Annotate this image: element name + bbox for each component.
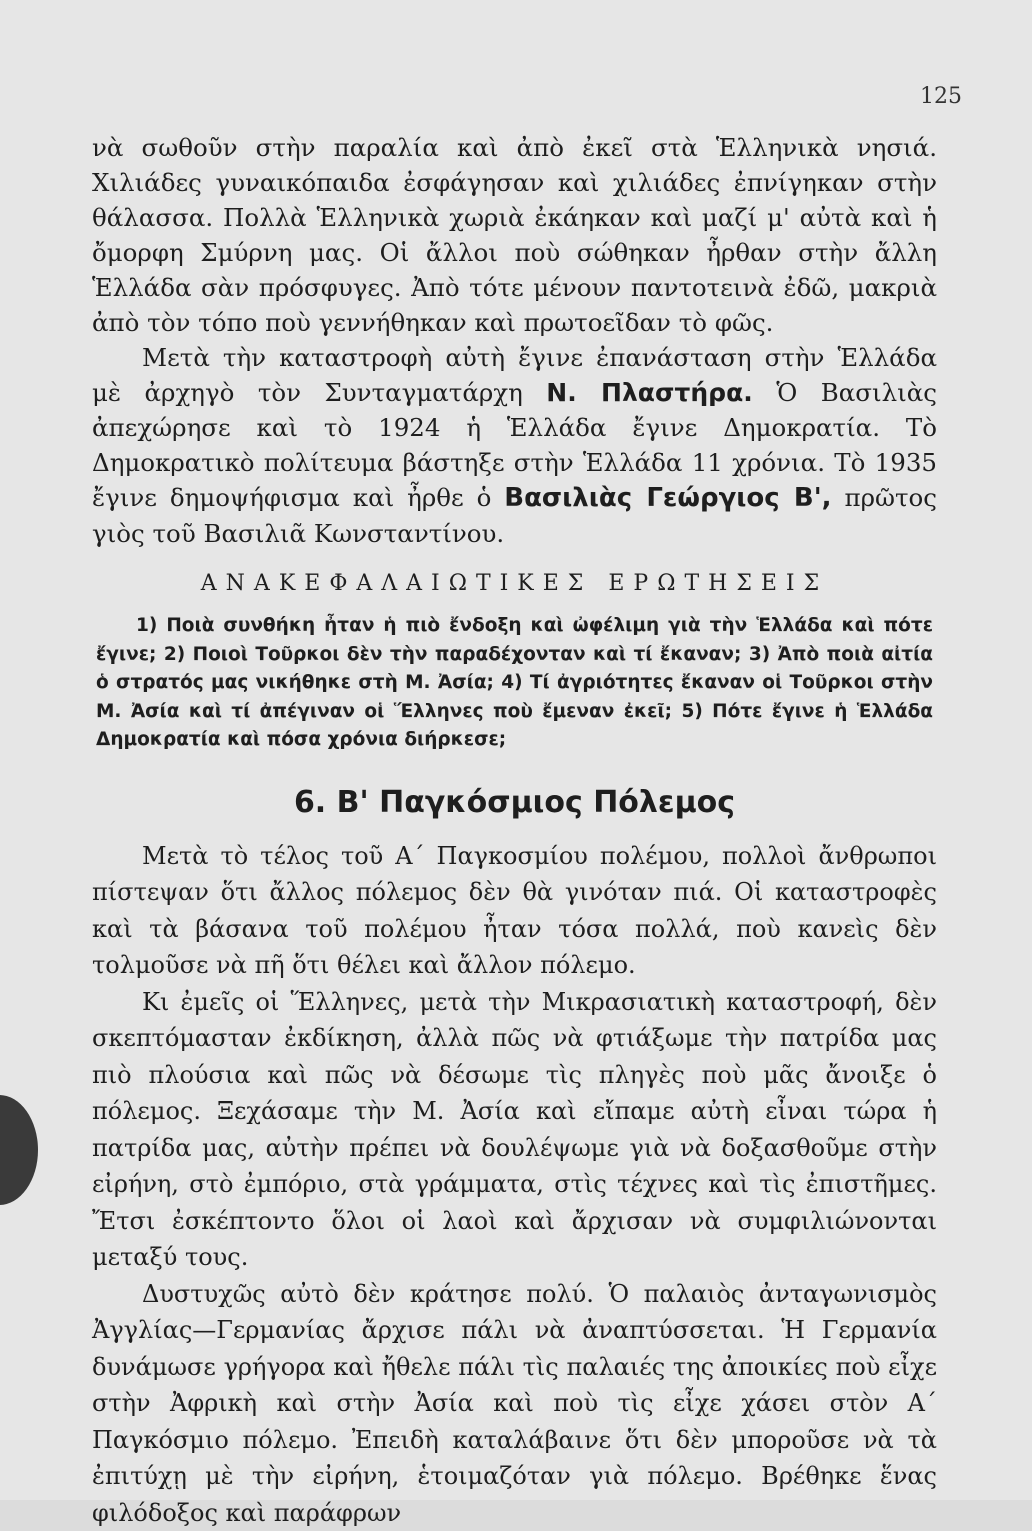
review-questions-text: 1) Ποιὰ συνθήκη ἦταν ἡ πιὸ ἔνδοξη καὶ ὠφέλιμη γιὰ τὴν Ἑλλάδα καὶ πότε ἔγινε; 2) Ποιοὶ Τοῦρκοι δὲν τὴν παραδέχονταν καὶ τί ἔκαναν; 3) Ἀπὸ ποιὰ αἰτία ὁ στρατός μας νικήθηκε στὴ Μ. Ἀσία; 4) Τί ἀγριότητες ἔκαναν οἱ Τοῦρκοι στὴν Μ. Ἀσία καὶ τί ἀπέγιναν οἱ Ἕλληνες ποὺ ἔμεναν ἐκεῖ; 5) Πότε ἔγινε ἡ Ἑλλάδα Δημοκρατία καὶ πόσα χρόνια διήρκεσε; [96, 615, 933, 750]
review-questions [92, 612, 937, 755]
section-paragraph-2: Κι ἐμεῖς οἱ Ἕλληνες, μετὰ τὴν Μικρασιατικὴ καταστροφή, δὲν σκεπτόμασταν ἐκδίκηση, ἀλλὰ πῶς νὰ φτιάξωμε τὴν πατρίδα μας πιὸ πλούσια καὶ πῶς νὰ δέσωμε τὶς πληγὲς ποὺ μᾶς ἄνοιξε ὁ πόλεμος. Ξεχάσαμε τὴν Μ. Ἀσία καὶ εἴπαμε αὐτὴ εἶναι τώρα ἡ πατρίδα μας, αὐτὴν πρέπει νὰ δουλέψωμε γιὰ νὰ δοξασθοῦμε στὴν εἰρήνη, στὸ ἐμπόριο, στὰ γράμματα, στὶς τέχνες καὶ τὶς ἐπιστῆμες. Ἔτσι ἐσκέπτοντο ὅλοι οἱ λαοὶ καὶ ἄρχισαν νὰ συμφιλιώνονται μεταξύ τους. [92, 984, 937, 1276]
section-paragraph-1: Μετὰ τὸ τέλος τοῦ Α΄ Παγκοσμίου πολέμου, πολλοὶ ἄνθρωποι πίστεψαν ὅτι ἄλλος πόλεμος δὲν θὰ γινόταν πιά. Οἱ καταστροφὲς καὶ τὰ βάσανα τοῦ πολέμου ἦταν τόσα πολλά, ποὺ κανεὶς δὲν τολμοῦσε νὰ πῆ ὅτι θέλει καὶ ἄλλον πόλεμο. [92, 838, 937, 984]
intro-paragraph-2 [92, 340, 937, 551]
section-paragraph-3: Δυστυχῶς αὐτὸ δὲν κράτησε πολύ. Ὁ παλαιὸς ἀνταγωνισμὸς Ἀγγλίας—Γερμανίας ἄρχισε πάλι νὰ ἀναπτύσσεται. Ἡ Γερμανία δυνάμωσε γρήγορα καὶ ἤθελε πάλι τὶς παλαιές της ἀποικίες ποὺ εἶχε στὴν Ἀφρικὴ καὶ στὴν Ἀσία καὶ ποὺ τὶς εἶχε χάσει στὸν Α΄ Παγκόσμιο πόλεμο. Ἐπειδὴ καταλάβαινε ὅτι δὲν μποροῦσε νὰ τὰ ἐπιτύχῃ μὲ τὴν εἰρήνη, ἑτοιμαζόταν γιὰ πόλεμο. Βρέθηκε ἕνας φιλόδοξος καὶ παράφρων [92, 1276, 937, 1531]
review-questions-heading: ΑΝΑΚΕΦΑΛΑΙΩΤΙΚΕΣ ΕΡΩΤΗΣΕΙΣ [92, 571, 937, 596]
section-title: 6. Β' Παγκόσμιος Πόλεμος [92, 785, 937, 820]
intro-text-c: πρῶτος γιὸς τοῦ Βασιλιᾶ Κωνσταντίνου. [92, 483, 937, 548]
page-edge-mark [0, 1095, 38, 1205]
intro-text-b: Ὁ Βασιλιὰς ἀπεχώρησε καὶ τὸ 1924 ἡ Ἑλλάδα ἔγινε Δημοκρατία. Τὸ Δημοκρατικὸ πολίτευμα βάστηξε στὴν Ἑλλάδα 11 χρόνια. Τὸ 1935 ἔγινε δημοψήφισμα καὶ ἦρθε ὁ [92, 378, 937, 512]
intro-paragraph-1: νὰ σωθοῦν στὴν παραλία καὶ ἀπὸ ἐκεῖ στὰ Ἑλληνικὰ νησιά. Χιλιάδες γυναικόπαιδα ἐσφάγησαν καὶ χιλιάδες ἐπνίγηκαν στὴν θάλασσα. Πολλὰ Ἑλληνικὰ χωριὰ ἐκάηκαν καὶ μαζί μ' αὐτὰ καὶ ἡ ὄμορφη Σμύρνη μας. Οἱ ἄλλοι ποὺ σώθηκαν ἦρθαν στὴν ἄλλη Ἑλλάδα σὰν πρόσφυγες. Ἀπὸ τότε μένουν παντοτεινὰ ἐδῶ, μακριὰ ἀπὸ τὸν τόπο ποὺ γεννήθηκαν καὶ πρωτοεῖδαν τὸ φῶς. [92, 130, 937, 340]
king-george-name: Βασιλιὰς Γεώργιος Β', [504, 483, 831, 513]
plastiras-name: Ν. Πλαστήρα. [546, 378, 753, 407]
section-body [92, 838, 937, 1531]
page-content [92, 130, 937, 1531]
intro-text-a: Μετὰ τὴν καταστροφὴ αὐτὴ ἔγινε ἐπανάσταση στὴν Ἑλλάδα μὲ ἀρχηγὸ τὸν Συνταγματάρχη [92, 343, 937, 407]
page-number: 125 [920, 84, 962, 109]
